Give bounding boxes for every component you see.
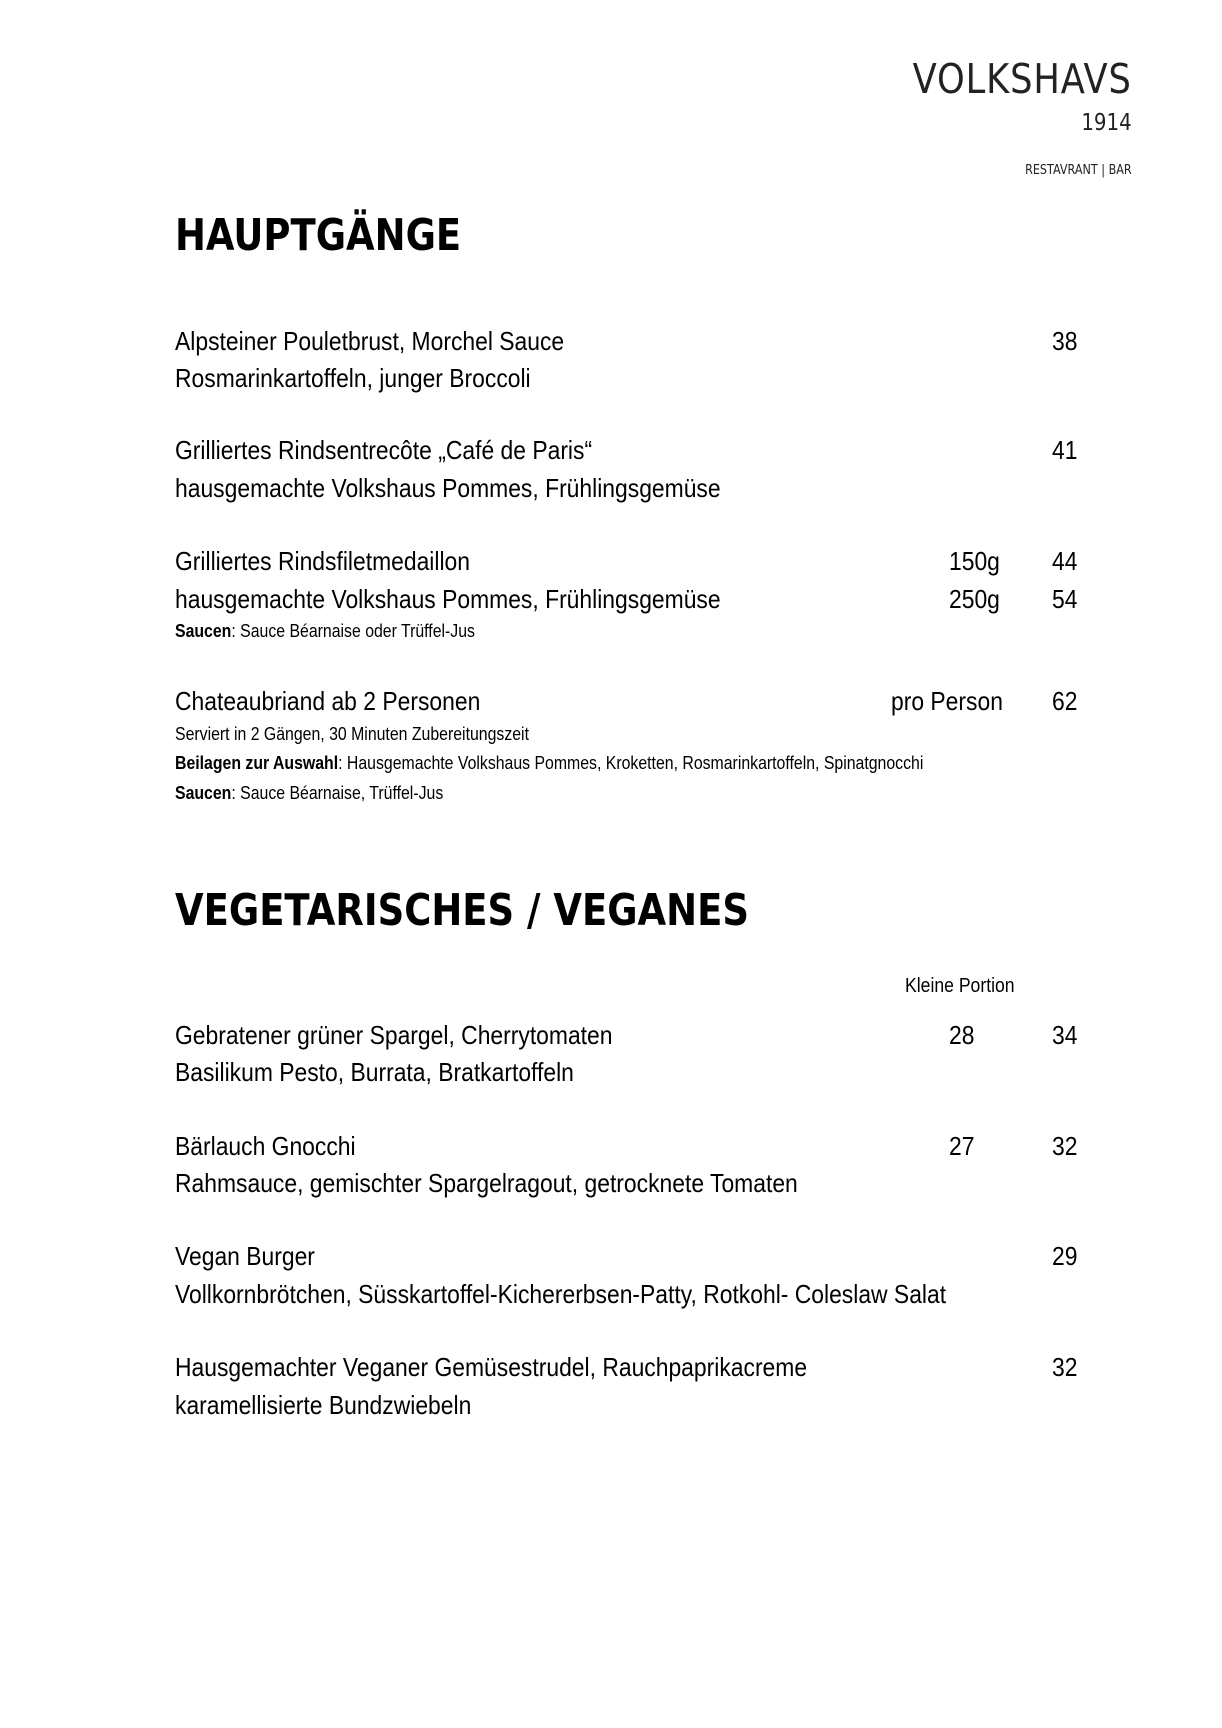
menu-item-size: 150g: [949, 546, 1000, 576]
menu-item-description: karamellisierte Bundzwiebeln: [175, 1390, 472, 1420]
menu-item-name: Alpsteiner Pouletbrust, Morchel Sauce: [175, 326, 565, 356]
menu-item-name: Chateaubriand ab 2 Personen: [175, 686, 481, 716]
menu-item-note: [175, 783, 443, 804]
menu-item-price: 32: [1052, 1352, 1078, 1382]
section-heading-veg: VEGETARISCHES / VEGANES: [175, 885, 749, 936]
menu-item-name: Gebratener grüner Spargel, Cherrytomaten: [175, 1020, 613, 1050]
menu-item-unit: pro Person: [891, 686, 1003, 716]
menu-item-description: Basilikum Pesto, Burrata, Bratkartoffeln: [175, 1057, 574, 1087]
note-label: Saucen: [175, 783, 232, 803]
menu-item-name: Grilliertes Rindsentrecôte „Café de Paris“: [175, 435, 593, 465]
menu-item-price: 34: [1052, 1020, 1078, 1050]
menu-item-name: Hausgemachter Veganer Gemüsestrudel, Rauchpaprikacreme: [175, 1352, 808, 1382]
menu-item-name: Bärlauch Gnocchi: [175, 1131, 356, 1161]
note-label: Saucen: [175, 621, 232, 641]
menu-item-note: [175, 753, 923, 774]
logo-year: 1914: [1081, 110, 1132, 136]
menu-item-price: 44: [1052, 546, 1078, 576]
menu-item-name: Vegan Burger: [175, 1241, 315, 1271]
section-heading-main: HAUPTGÄNGE: [175, 210, 462, 261]
menu-item-description: Rahmsauce, gemischter Spargelragout, getrocknete Tomaten: [175, 1168, 798, 1198]
menu-item-small-price: 27: [949, 1131, 975, 1161]
menu-item-description: hausgemachte Volkshaus Pommes, Frühlingsgemüse: [175, 584, 721, 614]
small-portion-column-label: Kleine Portion: [905, 975, 1015, 997]
menu-item-price: 32: [1052, 1131, 1078, 1161]
menu-item-price: 38: [1052, 326, 1078, 356]
menu-item-price: 62: [1052, 686, 1078, 716]
logo-subtitle: RESTAVRANT | BAR: [1025, 163, 1132, 178]
menu-item-price: 29: [1052, 1241, 1078, 1271]
menu-item-price: 41: [1052, 435, 1078, 465]
menu-item-description: Vollkornbrötchen, Süsskartoffel-Kichererbsen-Patty, Rotkohl- Coleslaw Salat: [175, 1279, 947, 1309]
note-text: : Hausgemachte Volkshaus Pommes, Kroketten, Rosmarinkartoffeln, Spinatgnocchi: [338, 753, 924, 773]
note-label: Beilagen zur Auswahl: [175, 753, 339, 773]
menu-item-small-price: 28: [949, 1020, 975, 1050]
note-text: : Sauce Béarnaise oder Trüffel-Jus: [231, 621, 475, 641]
restaurant-logo: [877, 55, 1132, 178]
logo-name: VOLKSHAVS: [912, 55, 1132, 103]
menu-item-note: [175, 621, 475, 642]
menu-item-size: 250g: [949, 584, 1000, 614]
menu-item-price: 54: [1052, 584, 1078, 614]
menu-item-description: Rosmarinkartoffeln, junger Broccoli: [175, 363, 531, 393]
note-text: : Sauce Béarnaise, Trüffel-Jus: [231, 783, 444, 803]
menu-item-description: hausgemachte Volkshaus Pommes, Frühlingsgemüse: [175, 473, 721, 503]
menu-item-note: Serviert in 2 Gängen, 30 Minuten Zubereitungszeit: [175, 724, 529, 744]
menu-item-name: Grilliertes Rindsfiletmedaillon: [175, 546, 471, 576]
